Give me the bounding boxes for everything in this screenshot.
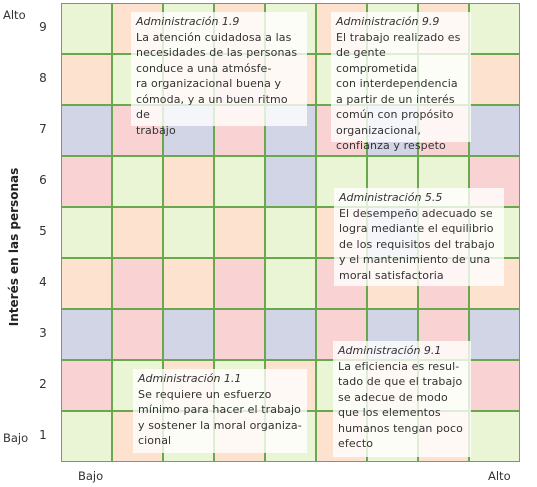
grid-cell xyxy=(163,258,214,309)
admin-9-1-text: La eficiencia es resul- tado de que el trabajo se adecue de modo que los elementos humanos tengan poco efecto xyxy=(338,359,463,450)
admin-9-1-box xyxy=(333,341,471,457)
grid-cell xyxy=(112,156,163,207)
grid-cell xyxy=(163,207,214,258)
grid-cell xyxy=(469,411,520,462)
admin-1-9-text: La atención cuidadosa a las necesidades de las personas conduce a una atmósfe- ra organizacional buena y cómoda, y a un buen ritmo de trabajo xyxy=(136,30,298,137)
admin-1-1-box xyxy=(133,369,307,453)
grid-cell xyxy=(61,360,112,411)
x-axis-high-label: Alto xyxy=(488,469,511,483)
admin-9-9-box xyxy=(331,12,471,152)
y-tick-label: 4 xyxy=(39,275,47,289)
grid-cell xyxy=(61,309,112,360)
y-axis-title: Interés en las personas xyxy=(7,167,21,327)
admin-9-9-title: Administración 9.9 xyxy=(336,15,440,28)
grid-cell xyxy=(112,207,163,258)
grid-cell xyxy=(265,309,316,360)
admin-9-9-text: El trabajo realizado es de gente comprometida con interdependencia a partir de un interés común con propósito organizacional, confianza y respeto xyxy=(336,30,461,152)
grid-cell xyxy=(214,207,265,258)
y-tick-label: 2 xyxy=(39,377,47,391)
grid-cell xyxy=(469,309,520,360)
y-tick-label: 9 xyxy=(39,20,47,34)
admin-5-5-text: El desempeño adecuado se logra mediante el equilibrio de los requisitos del trabajo y el mantenimiento de una moral satisfactoria xyxy=(339,206,495,282)
grid-cell xyxy=(163,309,214,360)
grid-cell xyxy=(469,360,520,411)
y-tick-label: 3 xyxy=(39,326,47,340)
grid-cell xyxy=(61,3,112,54)
grid-cell xyxy=(61,258,112,309)
grid-cell xyxy=(61,207,112,258)
grid-cell xyxy=(214,258,265,309)
admin-5-5-title: Administración 5.5 xyxy=(339,191,443,204)
y-axis-high-label: Alto xyxy=(3,8,26,22)
y-tick-label: 8 xyxy=(39,71,47,85)
y-axis-low-label: Bajo xyxy=(3,431,29,445)
grid-cell xyxy=(469,105,520,156)
y-tick-label: 6 xyxy=(39,173,47,187)
admin-1-1-text: Se requiere un esfuerzo mínimo para hacer el trabajo y sostener la moral organiza- cional xyxy=(138,387,302,447)
grid-cell xyxy=(469,54,520,105)
admin-9-1-title: Administración 9.1 xyxy=(338,344,442,357)
admin-1-9-box xyxy=(131,12,307,137)
admin-1-1-title: Administración 1.1 xyxy=(138,372,242,385)
grid-cell xyxy=(112,258,163,309)
grid-cell xyxy=(163,156,214,207)
grid-cell xyxy=(214,156,265,207)
y-tick-label: 1 xyxy=(39,428,47,442)
y-tick-label: 7 xyxy=(39,122,47,136)
admin-5-5-box xyxy=(334,188,504,286)
grid-cell xyxy=(61,156,112,207)
grid-cell xyxy=(265,258,316,309)
x-axis-low-label: Bajo xyxy=(78,469,104,483)
grid-cell xyxy=(265,207,316,258)
grid-cell xyxy=(214,309,265,360)
grid-cell xyxy=(112,309,163,360)
grid-cell xyxy=(61,54,112,105)
grid-cell xyxy=(61,105,112,156)
admin-1-9-title: Administración 1.9 xyxy=(136,15,240,28)
y-tick-label: 5 xyxy=(39,224,47,238)
grid-cell xyxy=(265,156,316,207)
grid-cell xyxy=(469,3,520,54)
grid-cell xyxy=(61,411,112,462)
